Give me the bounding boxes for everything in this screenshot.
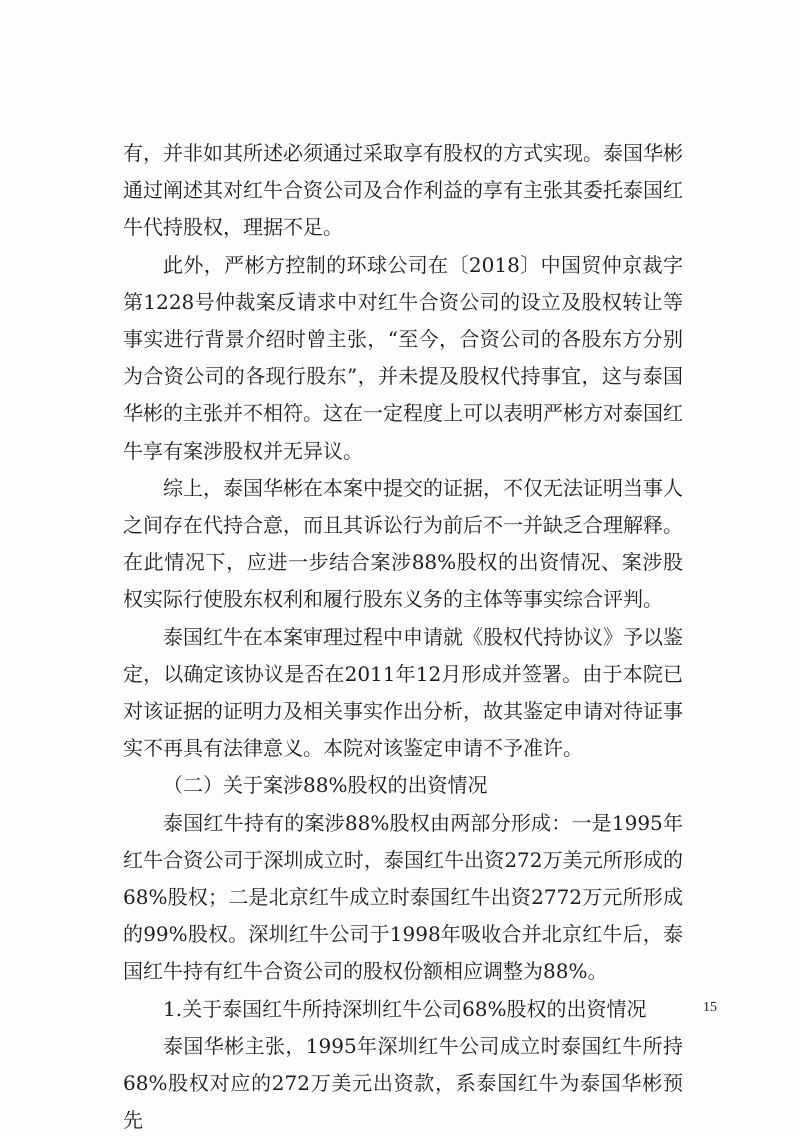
paragraph-5: 泰国红牛持有的案涉88%股权由两部分形成：一是1995年红牛合资公司于深圳成立时，泰国红牛出资272万美元所形成的68%股权；二是北京红牛成立时泰国红牛出资2772万元所形成的99%股权。深圳红牛公司于1998年吸收合并北京红牛后，泰国红牛持有红牛合资公司的股权份额相应调整为88%。 [123, 810, 683, 984]
paragraph-2: 此外，严彬方控制的环球公司在〔2018〕中国贸仲京裁字第1228号仲裁案反请求中对红牛合资公司的设立及股权转让等事实进行背景介绍时曾主张，“至今，合资公司的各股东方分别为合资公司的各现行股东”，并未提及股权代持事宜，这与泰国华彬的主张并不相符。这在一定程度上可以表明严彬方对泰国红牛享有案涉股权并无异议。 [123, 252, 683, 463]
subsection-heading: 1.关于泰国红牛所持深圳红牛公司68%股权的出资情况 [163, 996, 647, 1021]
document-body [123, 135, 683, 1139]
paragraph-6: 泰国华彬主张，1995年深圳红牛公司成立时泰国红牛所持68%股权对应的272万美元出资款，系泰国红牛为泰国华彬预先 [123, 1033, 683, 1133]
paragraph-4: 泰国红牛在本案审理过程中申请就《股权代持协议》予以鉴定，以确定该协议是否在2011年12月形成并签署。由于本院已对该证据的证明力及相关事实作出分析，故其鉴定申请对待证事实不再具有法律意义。本院对该鉴定申请不予准许。 [123, 624, 683, 761]
paragraph-3: 综上，泰国华彬在本案中提交的证据，不仅无法证明当事人之间存在代持合意，而且其诉讼行为前后不一并缺乏合理解释。在此情况下，应进一步结合案涉88%股权的出资情况、案涉股权实际行使股东权利和履行股东义务的主体等事实综合评判。 [123, 475, 683, 612]
paragraph-1: 有，并非如其所述必须通过采取享有股权的方式实现。泰国华彬通过阐述其对红牛合资公司及合作利益的享有主张其委托泰国红牛代持股权，理据不足。 [123, 141, 683, 240]
section-heading: （二）关于案涉88%股权的出资情况 [163, 773, 488, 798]
page-number: 15 [703, 1000, 717, 1015]
